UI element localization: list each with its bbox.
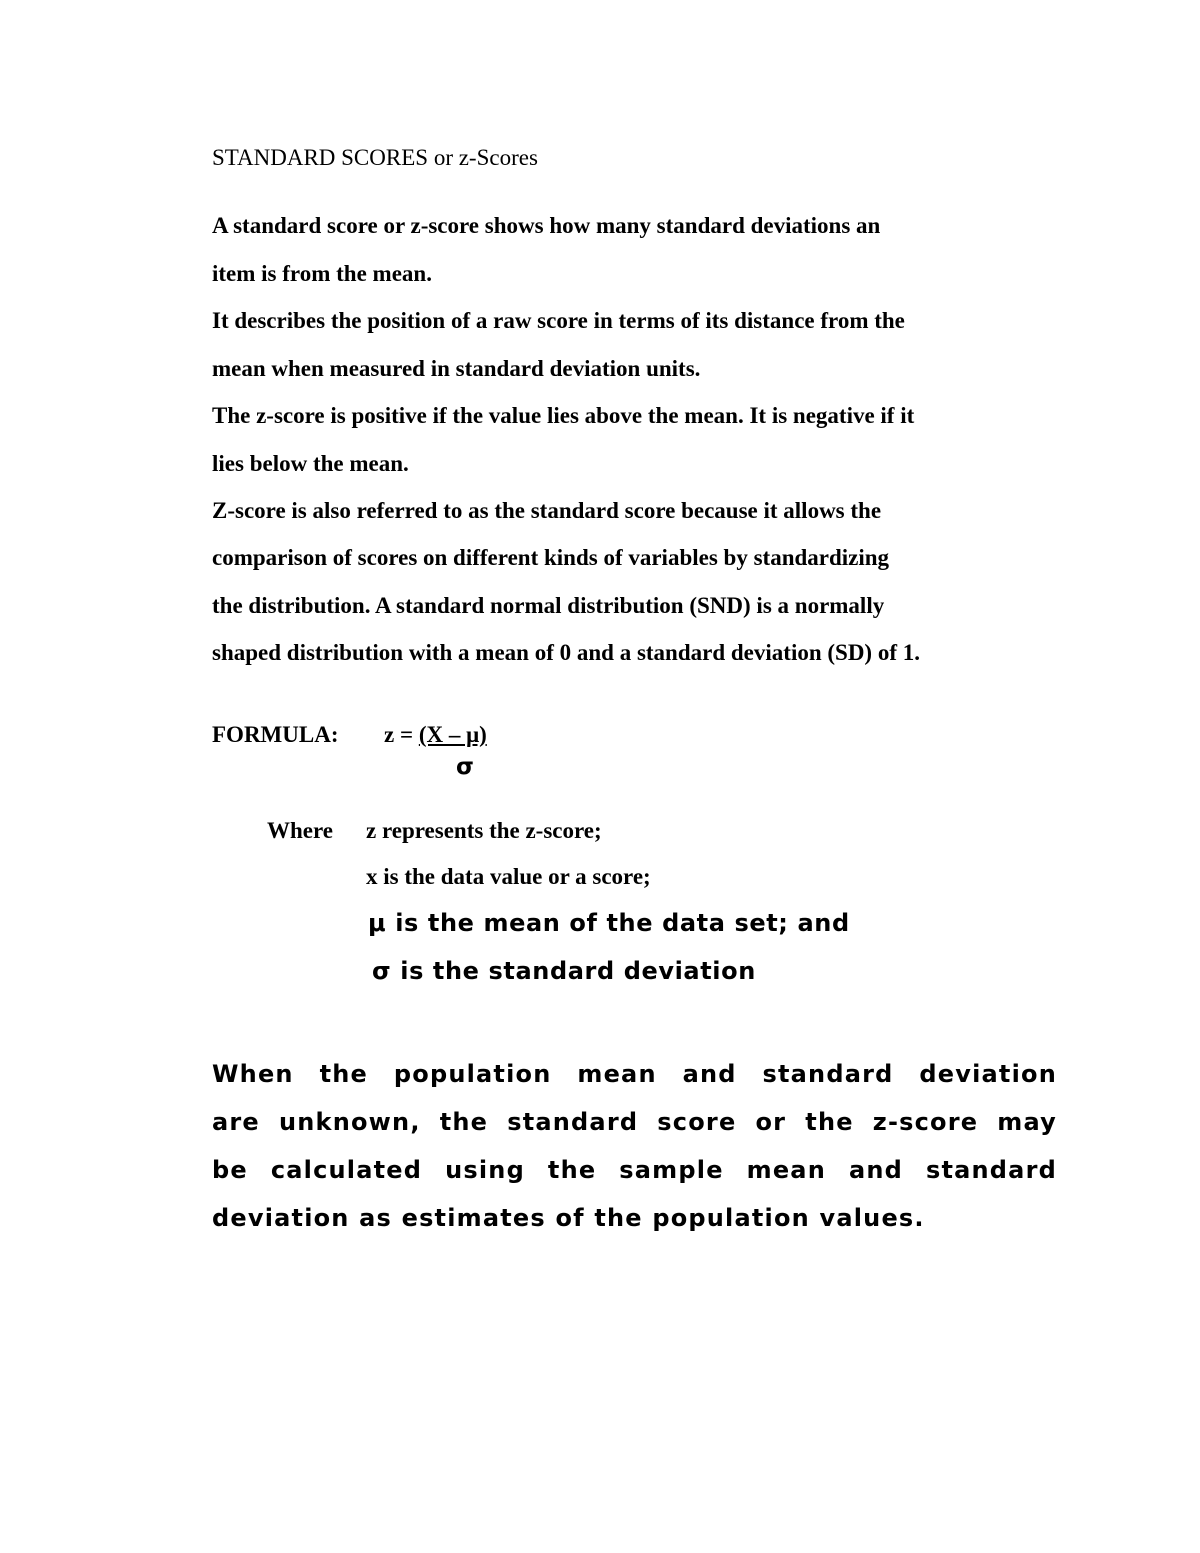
formula-expression <box>384 722 487 748</box>
formula-numerator: (X – μ) <box>418 722 487 747</box>
where-label: Where <box>267 818 334 843</box>
formula-label: FORMULA: <box>212 722 339 747</box>
paragraph-line: A standard score or z-score shows how many standard deviations an <box>212 213 881 238</box>
document-title: STANDARD SCORES or z-Scores <box>212 145 538 170</box>
closing-line: be calculated using the sample mean and standard <box>212 1156 1057 1184</box>
formula-lhs: z = <box>384 722 419 747</box>
closing-line: are unknown, the standard score or the z-score may <box>212 1108 1057 1136</box>
closing-line: deviation as estimates of the population values. <box>212 1204 925 1232</box>
paragraph-line: shaped distribution with a mean of 0 and a standard deviation (SD) of 1. <box>212 640 921 665</box>
where-line: σ is the standard deviation <box>372 957 756 985</box>
where-line: μ is the mean of the data set; and <box>368 909 850 937</box>
paragraph-line: item is from the mean. <box>212 261 432 286</box>
where-line: x is the data value or a score; <box>366 864 651 889</box>
paragraph-line: comparison of scores on different kinds of variables by standardizing <box>212 545 890 570</box>
paragraph-line: It describes the position of a raw score in terms of its distance from the <box>212 308 905 333</box>
closing-paragraph <box>212 1050 1057 1242</box>
closing-line: When the population mean and standard deviation <box>212 1060 1057 1088</box>
paragraph-line: The z-score is positive if the value lies above the mean. It is negative if it <box>212 403 915 428</box>
paragraph-line: mean when measured in standard deviation units. <box>212 356 701 381</box>
paragraph-line: lies below the mean. <box>212 451 409 476</box>
formula-denominator: σ <box>456 754 474 780</box>
paragraph-line: the distribution. A standard normal distribution (SND) is a normally <box>212 593 885 618</box>
where-line: z represents the z-score; <box>366 818 602 843</box>
paragraph-line: Z-score is also referred to as the standard score because it allows the <box>212 498 882 523</box>
